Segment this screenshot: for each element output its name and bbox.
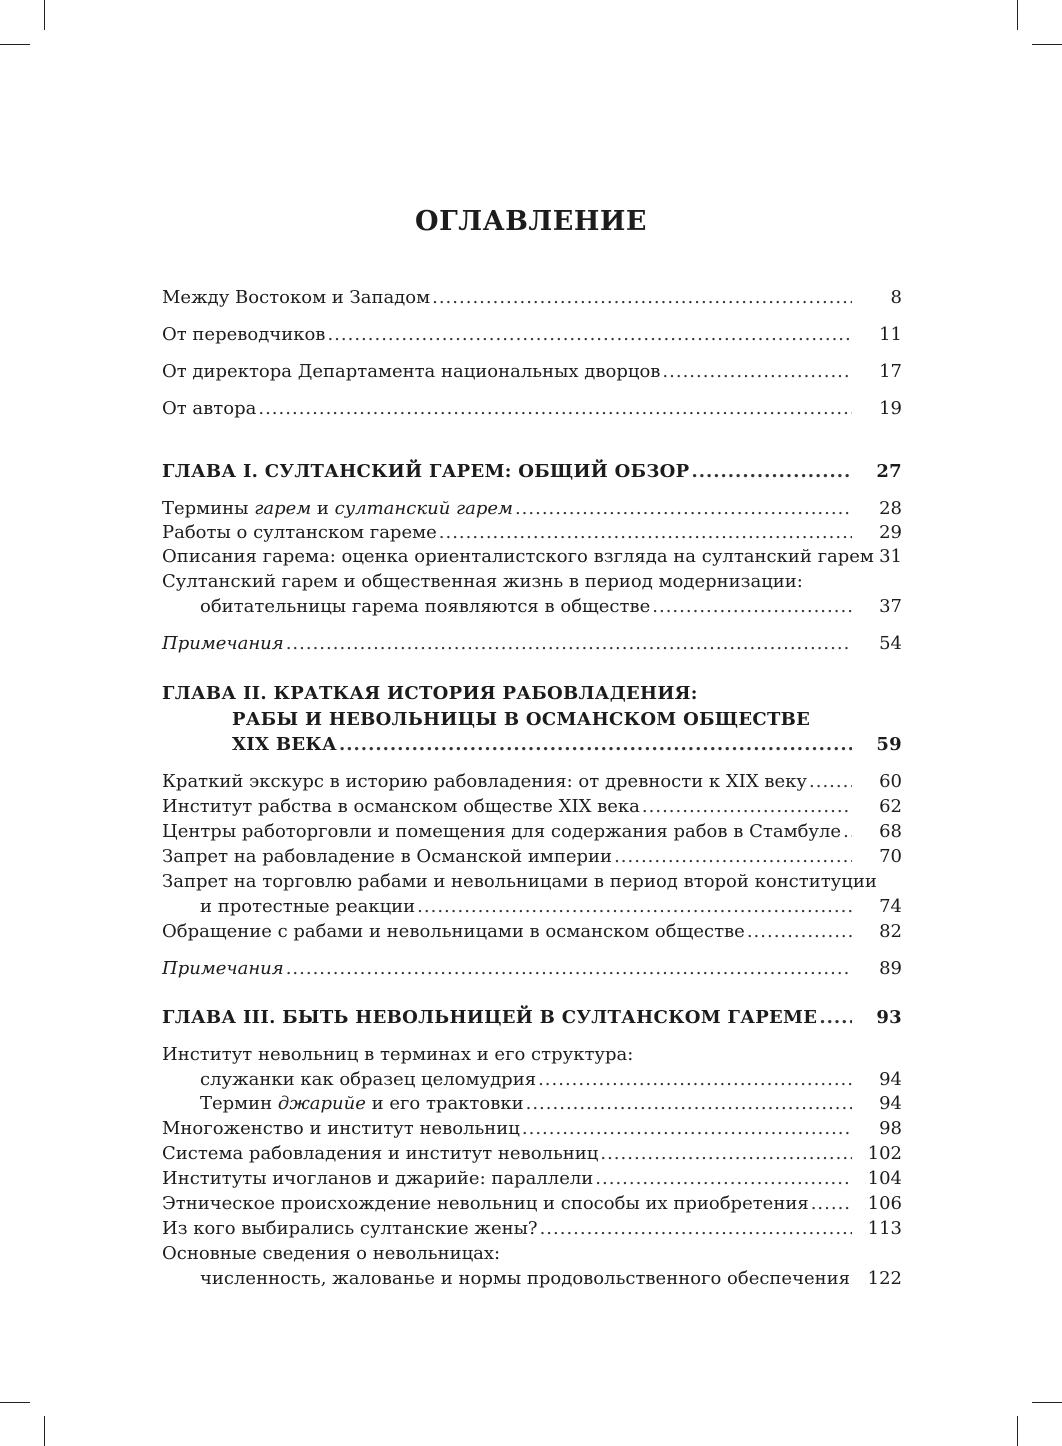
entry-label: Краткий экскурс в историю рабовладения: от древности к XIX веку — [162, 771, 807, 792]
entry-label: Институт рабства в османском обществе XIX века — [162, 796, 640, 817]
entry-label: Центры работорговли и помещения для содержания рабов в Стамбуле — [162, 821, 842, 842]
page-number: 70 — [879, 846, 902, 867]
page-number: 89 — [879, 958, 902, 979]
entry-label: численность, жалованье и нормы продовольственного обеспечения — [200, 1268, 850, 1289]
page-number: 29 — [879, 522, 902, 543]
toc-entry[interactable] — [162, 1167, 902, 1191]
toc-entry[interactable] — [162, 1267, 902, 1291]
toc-entry[interactable] — [162, 286, 902, 310]
toc-chapter-3[interactable] — [162, 1006, 902, 1030]
toc-chapter-2-line2[interactable] — [162, 708, 902, 732]
page-number: 122 — [867, 1268, 902, 1289]
entry-label: Из кого выбирались султанские жены? — [162, 1218, 538, 1239]
page-number: 94 — [879, 1069, 902, 1090]
toc-entry-line1[interactable] — [162, 870, 902, 894]
toc-entry[interactable] — [162, 323, 902, 347]
entry-label: От автора — [162, 398, 257, 419]
entry-label: Примечания — [162, 958, 284, 979]
toc-entry[interactable] — [162, 1117, 902, 1141]
page-title: ОГЛАВЛЕНИЕ — [415, 206, 647, 238]
page-number: 104 — [867, 1168, 902, 1189]
entry-label: Институты ичогланов и джарийе: параллели — [162, 1168, 594, 1189]
page-number: 37 — [879, 596, 902, 617]
toc-entry[interactable] — [162, 397, 902, 421]
entry-label: Многоженство и институт невольниц — [162, 1118, 520, 1139]
entry-label: Институт невольниц в терминах и его структура: — [162, 1044, 634, 1065]
page-number: 11 — [879, 324, 902, 345]
chapter-title: ГЛАВА I. СУЛТАНСКИЙ ГАРЕМ: ОБЩИЙ ОБЗОР — [162, 461, 690, 482]
page-number: 93 — [876, 1007, 902, 1028]
chapter-title: ГЛАВА III. БЫТЬ НЕВОЛЬНИЦЕЙ В СУЛТАНСКОМ ГАРЕМЕ — [162, 1007, 818, 1028]
crop-mark — [1017, 0, 1018, 30]
toc-chapter-2-line1[interactable] — [162, 682, 902, 706]
entry-label: Этническое происхождение невольниц и способы их приобретения — [162, 1193, 809, 1214]
entry-label: Система рабовладения и институт невольниц — [162, 1143, 599, 1164]
entry-label: Между Востоком и Западом — [162, 287, 431, 308]
toc-entry[interactable] — [162, 595, 902, 619]
entry-label: Запрет на торговлю рабами и невольницами в период второй конституции — [162, 871, 877, 892]
toc-entry[interactable] — [162, 545, 902, 569]
entry-label: обитательницы гарема появляются в обществе — [200, 596, 651, 617]
toc-entry[interactable] — [162, 845, 902, 869]
toc-entry[interactable] — [162, 360, 902, 384]
toc-entry[interactable] — [162, 1142, 902, 1166]
entry-label: служанки как образец целомудрия — [200, 1069, 537, 1090]
crop-mark — [0, 1402, 30, 1403]
page-number: 74 — [879, 896, 902, 917]
crop-mark — [44, 1416, 45, 1446]
toc-entry[interactable] — [162, 920, 902, 944]
crop-mark — [1032, 44, 1062, 45]
entry-label: От директора Департамента национальных дворцов — [162, 361, 661, 382]
toc-entry[interactable] — [162, 1068, 902, 1092]
page-number: 31 — [879, 546, 902, 567]
chapter-title: XIX ВЕКА — [232, 734, 337, 755]
entry-label: Термин джарийе и его трактовки — [200, 1093, 524, 1114]
entry-label: Примечания — [162, 633, 284, 654]
toc-entry-line1[interactable] — [162, 1043, 902, 1067]
page-number: 94 — [879, 1093, 902, 1114]
page-number: 54 — [879, 633, 902, 654]
entry-label: Основные сведения о невольницах: — [162, 1243, 501, 1264]
crop-mark — [1032, 1402, 1062, 1403]
toc-entry[interactable] — [162, 497, 902, 521]
page-number: 17 — [879, 361, 902, 382]
page-number: 60 — [879, 771, 902, 792]
toc-chapter-1[interactable] — [162, 460, 902, 484]
entry-label: Термины гарем и султанский гарем — [162, 498, 513, 519]
entry-label: Описания гарема: оценка ориенталистского взгляда на султанский гарем — [162, 546, 874, 567]
page-number: 113 — [867, 1218, 902, 1239]
page-number: 62 — [879, 796, 902, 817]
entry-label: Запрет на рабовладение в Османской империи — [162, 846, 613, 867]
toc-entry-line1[interactable] — [162, 1242, 902, 1266]
crop-mark — [44, 0, 45, 30]
toc-entry[interactable] — [162, 895, 902, 919]
toc-entry[interactable] — [162, 1192, 902, 1216]
toc-entry[interactable] — [162, 820, 902, 844]
page-number: 68 — [879, 821, 902, 842]
entry-label: От переводчиков — [162, 324, 326, 345]
page-number: 98 — [879, 1118, 902, 1139]
chapter-title: ГЛАВА II. КРАТКАЯ ИСТОРИЯ РАБОВЛАДЕНИЯ: — [162, 683, 698, 704]
toc-entry[interactable] — [162, 1217, 902, 1241]
page-number: 59 — [876, 734, 902, 755]
toc-entry[interactable] — [162, 1092, 902, 1116]
toc-entry[interactable] — [162, 521, 902, 545]
page-number: 28 — [879, 498, 902, 519]
page-number: 8 — [890, 287, 902, 308]
toc-entry[interactable] — [162, 770, 902, 794]
page-number: 82 — [879, 921, 902, 942]
page-number: 106 — [867, 1193, 902, 1214]
entry-label: и протестные реакции — [200, 896, 416, 917]
page-number: 19 — [879, 398, 902, 419]
toc-notes[interactable] — [162, 957, 902, 981]
page-number: 102 — [867, 1143, 902, 1164]
toc-entry[interactable] — [162, 795, 902, 819]
entry-label: Обращение с рабами и невольницами в османском обществе — [162, 921, 745, 942]
toc-entry-line1[interactable] — [162, 570, 902, 594]
toc-chapter-2[interactable] — [162, 733, 902, 757]
crop-mark — [1017, 1416, 1018, 1446]
entry-label: Султанский гарем и общественная жизнь в период модернизации: — [162, 571, 803, 592]
chapter-title: РАБЫ И НЕВОЛЬНИЦЫ В ОСМАНСКОМ ОБЩЕСТВЕ — [232, 709, 811, 730]
crop-mark — [0, 44, 30, 45]
page-number: 27 — [876, 461, 902, 482]
entry-label: Работы о султанском гареме — [162, 522, 437, 543]
toc-notes[interactable] — [162, 632, 902, 656]
